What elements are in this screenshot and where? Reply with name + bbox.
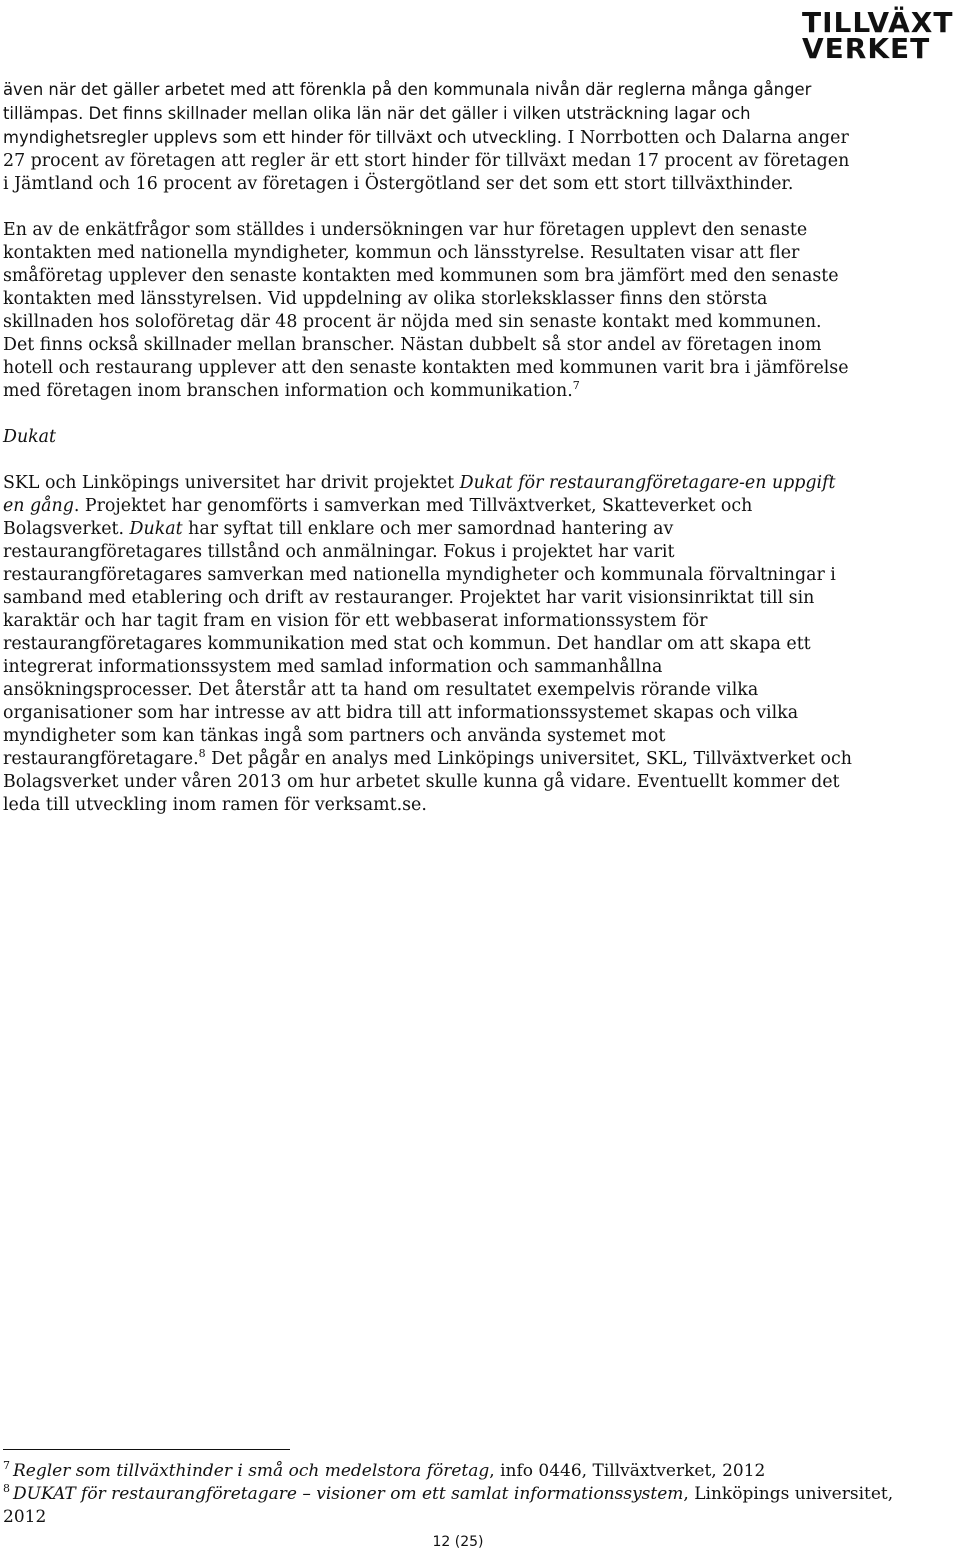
footnote-ref-8[interactable]: 8 — [198, 747, 206, 761]
footnote-details: , info 0446, Tillväxtverket, 2012 — [489, 1461, 766, 1481]
paragraph-2-text: En av de enkätfrågor som ställdes i undersökningen var hur företagen upplevt den senaste kontakten med nationella myndigheter, kommun och länsstyrelse. Resultaten visar att fler småföretag upplever den senaste kontakten med kommunen som bra jämfört med den senaste kontakten med länsstyrelsen. Vid uppdelning av olika storleksklasser finns den största skillnaden hos soloföretag där 48 procent är nöjda med sin senaste kontakt med kommunen. Det finns också skillnader mellan branscher. Nästan dubbelt så stor andel av företagen inom hotell och restaurang upplever att den senaste kontakten med kommunen varit bra i jämförelse med företagen inom branschen information och kommunikation. — [3, 220, 849, 401]
paragraph-3-d: Det pågår en analys med Linköpings universitet, SKL, Tillväxtverket och Bolagsverket under våren 2013 om hur arbetet skulle kunna gå vidare. Eventuellt kommer det leda till utveckling inom ramen för verksamt.se. — [3, 749, 852, 815]
paragraph-survey-contacts — [3, 219, 853, 403]
footnote-7 — [3, 1460, 903, 1483]
footnote-8 — [3, 1483, 903, 1529]
paragraph-regional-differences — [3, 78, 853, 196]
logo-line-2: VERKET — [802, 32, 931, 65]
footnote-ref-7[interactable]: 7 — [572, 379, 580, 393]
dukat-emphasis: Dukat — [129, 519, 183, 539]
footnote-title: DUKAT för restaurangföretagare – visioner om ett samlat informationssystem — [13, 1484, 684, 1504]
paragraph-3-a: SKL och Linköpings universitet har drivit projektet — [3, 473, 460, 493]
footnotes — [3, 1460, 903, 1529]
paragraph-3-c: har syftat till enklare och mer samordnad hantering av restaurangföretagares tillstånd och anmälningar. Fokus i projektet har varit restaurangföretagares samverkan med nationella myndigheter och kommunala förvaltningar i samband med etablering och drift av restauranger. Projektet har varit visionsinriktat till sin karaktär och har tagit fram en vision för ett webbaserat informationssystem för restaurangföretagares kommunikation med stat och kommun. Det handlar om att skapa ett integrerat informationssystem med samlad information och sammanhållna ansökningsprocesser. Det återstår att ta hand om resultatet exempelvis rörande vilka organisationer som har intresse av att bidra till att informationssystemet skapas och vilka myndigheter som kan tänkas ingå som partners och använda systemet mot restaurangföretagare. — [3, 519, 836, 769]
tillvaxtverket-logo — [802, 6, 954, 65]
document-body — [3, 78, 853, 840]
logo-line-1: TILLVÄXT — [802, 6, 954, 39]
footnote-divider — [3, 1449, 290, 1450]
paragraph-1-part-2: I Norrbotten och Dalarna anger 27 procent av företagen att regler är ett stort hinder för tillväxt medan 17 procent av företagen i Jämtland och 16 procent av företagen i Östergötland ser det som ett stort tillväxthinder. — [3, 128, 850, 194]
page-number: 12 (25) — [432, 1534, 484, 1550]
section-heading-dukat: Dukat — [3, 427, 57, 447]
footnote-number: 7 — [3, 1459, 10, 1473]
project-title-emphasis: Dukat för restaurangföretagare-en uppgift en gång — [3, 473, 836, 516]
footnote-details: , Linköpings universitet, 2012 — [3, 1484, 894, 1527]
footnote-number: 8 — [3, 1482, 10, 1496]
paragraph-dukat-project — [3, 472, 853, 817]
footnote-title: Regler som tillväxthinder i små och medelstora företag — [13, 1461, 490, 1481]
paragraph-1-part-1: även när det gäller arbetet med att förenkla på den kommunala nivån där reglerna många gånger tillämpas. Det finns skillnader mellan olika län när det gäller i vilken utsträckning lagar och myndighetsregler upplevs som ett hinder för tillväxt och utveckling. — [3, 80, 812, 147]
paragraph-3-b: . Projektet har genomförts i samverkan med Tillväxtverket, Skatteverket och Bolagsverket. — [3, 496, 753, 539]
